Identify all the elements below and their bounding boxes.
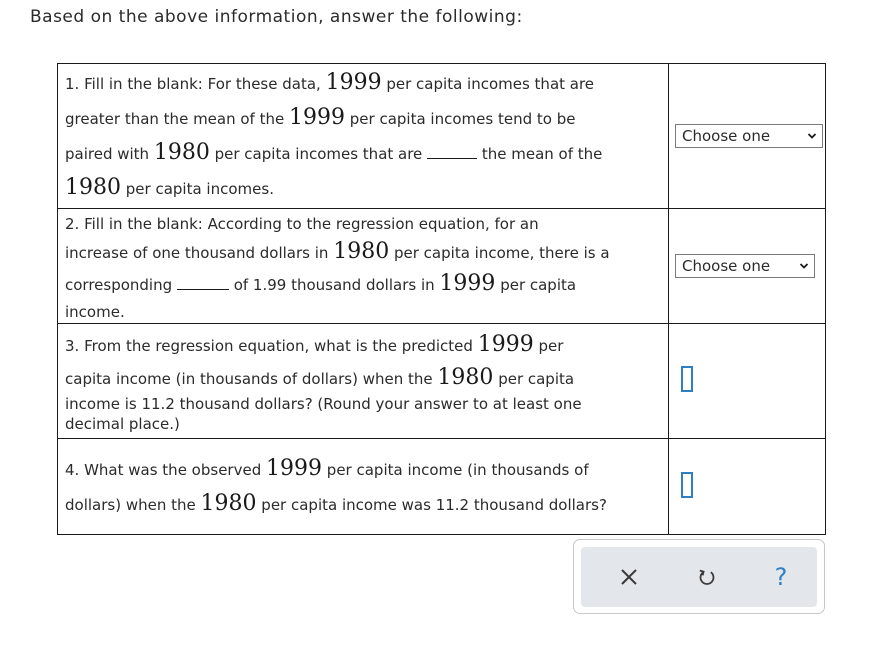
q1-text: per capita incomes that are	[214, 145, 423, 163]
q3-text: 3. From the regression equation, what is the predicted	[65, 337, 473, 355]
answer-cell-2	[669, 209, 826, 324]
q1-text: per capita incomes tend to be	[349, 110, 576, 128]
q4-text: dollars) when the	[65, 495, 196, 514]
undo-icon	[697, 567, 717, 587]
fill-in-blank	[427, 158, 477, 159]
x-icon	[620, 568, 638, 586]
q1-text: the mean of the	[481, 145, 603, 163]
q1-text: per capita incomes.	[125, 180, 274, 198]
answer-4-input[interactable]	[681, 472, 693, 498]
q2-text: 2. Fill in the blank: According to the regression equation, for an	[65, 215, 539, 233]
instructions-heading: Based on the above information, answer the following:	[30, 7, 523, 27]
q1-text: greater than the mean of the	[65, 110, 285, 128]
reset-button[interactable]	[677, 547, 737, 607]
q1-text: per capita incomes that are	[386, 75, 595, 93]
q4-year: 1980	[200, 490, 257, 516]
q3-year: 1980	[437, 365, 494, 390]
answer-cell-1	[669, 64, 826, 209]
clear-button[interactable]	[599, 547, 659, 607]
q3-text: decimal place.)	[65, 415, 180, 433]
q1-year: 1980	[65, 175, 121, 200]
q1-text: 1. Fill in the blank: For these data,	[65, 75, 321, 93]
q4-text: per capita income (in thousands of	[326, 460, 589, 479]
q2-year: 1999	[439, 271, 496, 296]
q1-year: 1999	[289, 105, 345, 130]
help-button[interactable]	[751, 547, 811, 607]
question-4-text	[58, 439, 669, 535]
answer-2-select[interactable]	[675, 254, 815, 278]
q3-text: per capita	[498, 370, 575, 388]
question-3-text	[58, 324, 669, 439]
answer-3-input[interactable]	[681, 366, 693, 392]
toolbar-panel	[581, 547, 817, 607]
question-2-text	[58, 209, 669, 324]
select-value: Choose one	[682, 257, 771, 275]
question-row-4	[58, 439, 826, 535]
q2-text: per capita	[500, 276, 577, 294]
question-row-3	[58, 324, 826, 439]
q3-text: per	[538, 337, 564, 355]
q3-text: income is 11.2 thousand dollars? (Round your answer to at least one	[65, 395, 582, 413]
chevron-down-icon	[807, 131, 817, 141]
q4-year: 1999	[266, 455, 323, 481]
answer-1-select[interactable]	[675, 124, 823, 148]
q4-text: per capita income was 11.2 thousand dollars?	[261, 495, 607, 514]
answer-cell-3	[669, 324, 826, 439]
questions-table	[57, 63, 826, 535]
fill-in-blank	[177, 289, 229, 290]
q1-year: 1999	[325, 70, 382, 95]
q2-year: 1980	[333, 239, 390, 264]
q2-text: per capita income, there is a	[394, 244, 610, 262]
q1-text: paired with	[65, 145, 150, 163]
q2-text: income.	[65, 303, 125, 321]
select-value: Choose one	[682, 127, 771, 145]
help-icon: ?	[774, 563, 788, 591]
q1-year: 1980	[153, 140, 210, 165]
question-row-1	[58, 64, 826, 209]
q4-text: 4. What was the observed	[65, 460, 262, 479]
q2-text: of 1.99 thousand dollars in	[233, 276, 435, 294]
question-1-text	[58, 64, 669, 209]
q2-text: increase of one thousand dollars in	[65, 244, 329, 262]
q3-text: capita income (in thousands of dollars) when the	[65, 370, 433, 388]
chevron-down-icon	[799, 261, 809, 271]
answer-cell-4	[669, 439, 826, 535]
answer-toolbar	[573, 539, 825, 614]
question-row-2	[58, 209, 826, 324]
q3-year: 1999	[477, 332, 534, 357]
q2-text: corresponding	[65, 276, 173, 294]
